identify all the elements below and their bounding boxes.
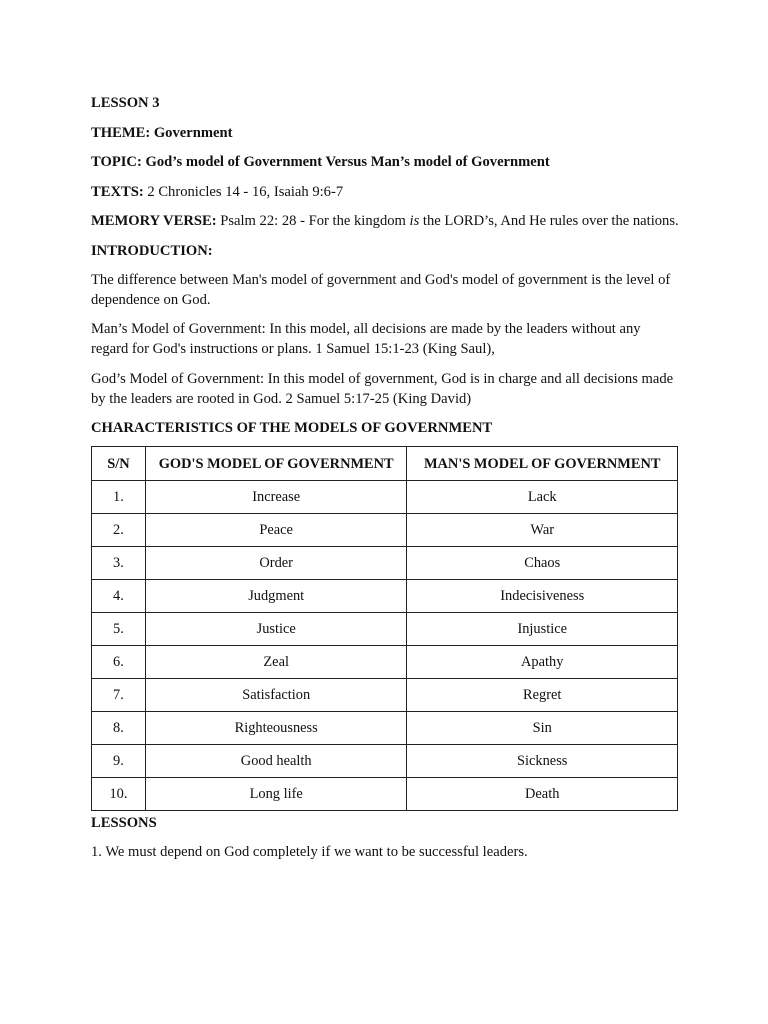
row-number: 9.	[92, 745, 146, 778]
mans-model-cell: War	[407, 514, 678, 547]
row-number: 2.	[92, 514, 146, 547]
gods-model-cell: Peace	[145, 514, 407, 547]
gods-model-cell: Justice	[145, 613, 407, 646]
intro-paragraph-3: God’s Model of Government: In this model of government, God is in charge and all decisions made by the leaders are rooted in God. 2 Samuel 5:17-25 (King David)	[91, 370, 674, 407]
lesson-number: LESSON 3	[91, 95, 160, 111]
texts-line	[91, 182, 681, 202]
texts-value: 2 Chronicles 14 - 16, Isaiah 9:6-7	[143, 183, 344, 200]
characteristics-heading: CHARACTERISTICS OF THE MODELS OF GOVERNMENT	[91, 420, 493, 436]
table-header-row	[92, 447, 678, 481]
topic-value: God’s model of Government Versus Man’s model of Government	[141, 154, 550, 170]
intro-paragraph-2: Man’s Model of Government: In this model, all decisions are made by the leaders without any regard for God's instructions or plans. 1 Samuel 15:1-23 (King Saul),	[91, 321, 641, 357]
row-number: 4.	[92, 580, 146, 613]
table-row	[92, 481, 678, 514]
table-row	[92, 613, 678, 646]
introduction-heading: INTRODUCTION:	[91, 242, 213, 259]
document-content	[91, 93, 681, 872]
table-row	[92, 778, 678, 811]
mans-model-cell: Sin	[407, 712, 678, 745]
gods-model-cell: Long life	[145, 778, 407, 811]
row-number: 7.	[92, 679, 146, 712]
theme-value: Government	[150, 124, 233, 141]
memory-verse-emphasis: is	[409, 213, 420, 229]
table-row	[92, 646, 678, 679]
lessons-heading: LESSONS	[91, 815, 157, 831]
memory-verse-line	[91, 211, 681, 231]
intro-paragraph-1: The difference between Man's model of government and God's model of government is the level of dependence on God.	[91, 271, 671, 308]
table-row	[92, 712, 678, 745]
gods-model-cell: Zeal	[145, 646, 407, 679]
table-row	[92, 580, 678, 613]
mans-model-cell: Lack	[407, 481, 678, 514]
gods-model-cell: Satisfaction	[145, 679, 407, 712]
row-number: 8.	[92, 712, 146, 745]
table-row	[92, 679, 678, 712]
texts-label: TEXTS:	[91, 183, 144, 200]
row-number: 6.	[92, 646, 146, 679]
memory-verse-after: the LORD’s, And He rules over the nations.	[419, 213, 679, 229]
mans-model-cell: Regret	[407, 679, 678, 712]
column-header-sn: S/N	[92, 447, 146, 481]
mans-model-cell: Death	[407, 778, 678, 811]
gods-model-cell: Order	[145, 547, 407, 580]
gods-model-cell: Righteousness	[145, 712, 407, 745]
table-row	[92, 547, 678, 580]
table-row	[92, 745, 678, 778]
lesson-item-1: 1. We must depend on God completely if we want to be successful leaders.	[91, 844, 528, 860]
row-number: 3.	[92, 547, 146, 580]
topic-label: TOPIC:	[91, 154, 142, 170]
mans-model-cell: Sickness	[407, 745, 678, 778]
mans-model-cell: Injustice	[407, 613, 678, 646]
table-row	[92, 514, 678, 547]
mans-model-cell: Chaos	[407, 547, 678, 580]
gods-model-cell: Increase	[145, 481, 407, 514]
characteristics-table	[91, 446, 678, 811]
column-header-mans-model: MAN'S MODEL OF GOVERNMENT	[407, 447, 678, 481]
theme-label: THEME:	[91, 124, 151, 141]
memory-verse-before: Psalm 22: 28 - For the kingdom	[216, 213, 410, 229]
row-number: 1.	[92, 481, 146, 514]
gods-model-cell: Judgment	[145, 580, 407, 613]
memory-verse-label: MEMORY VERSE:	[91, 213, 217, 229]
column-header-gods-model: GOD'S MODEL OF GOVERNMENT	[145, 447, 407, 481]
row-number: 5.	[92, 613, 146, 646]
topic-line	[91, 152, 681, 172]
mans-model-cell: Apathy	[407, 646, 678, 679]
row-number: 10.	[92, 778, 146, 811]
gods-model-cell: Good health	[145, 745, 407, 778]
theme-line	[91, 123, 681, 143]
mans-model-cell: Indecisiveness	[407, 580, 678, 613]
